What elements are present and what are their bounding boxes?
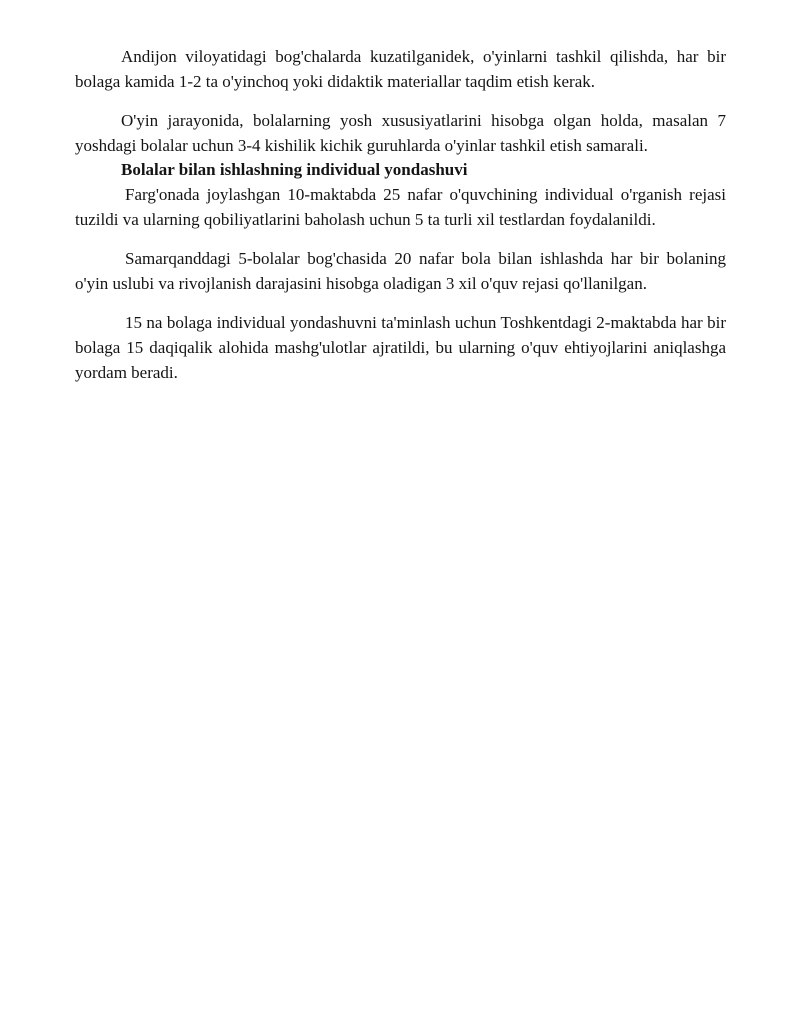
paragraph-toshkent: 15 na bolaga individual yondashuvni ta'minlash uchun Toshkentdagi 2-maktabda har bir bolaga 15 daqiqalik alohida mashg'ulotlar ajratildi, bu ularning o'quv ehtiyojlarini aniqlashga yordam beradi.: [75, 313, 726, 382]
paragraph-oyin-jarayoni: O'yin jarayonida, bolalarning yosh xususiyatlarini hisobga olgan holda, masalan 7 yoshdagi bolalar uchun 3-4 kishilik kichik guruhlarda o'yinlar tashkil etish samarali.: [75, 111, 726, 155]
document-body: [75, 44, 726, 385]
paragraph-samarqand: Samarqanddagi 5-bolalar bog'chasida 20 nafar bola bilan ishlashda har bir bolaning o'yin uslubi va rivojlanish darajasini hisobga oladigan 3 xil o'quv rejasi qo'llanilgan.: [75, 249, 726, 293]
paragraph-andijon: Andijon viloyatidagi bog'chalarda kuzatilganidek, o'yinlarni tashkil qilishda, har bir bolaga kamida 1-2 ta o'yinchoq yoki didaktik materiallar taqdim etish kerak.: [75, 47, 726, 91]
section-heading: Bolalar bilan ishlashning individual yondashuvi: [121, 160, 468, 179]
paragraph-fargona: Farg'onada joylashgan 10-maktabda 25 nafar o'quvchining individual o'rganish rejasi tuzildi va ularning qobiliyatlarini baholash uchun 5 ta turli xil testlardan foydalanildi.: [75, 185, 726, 229]
